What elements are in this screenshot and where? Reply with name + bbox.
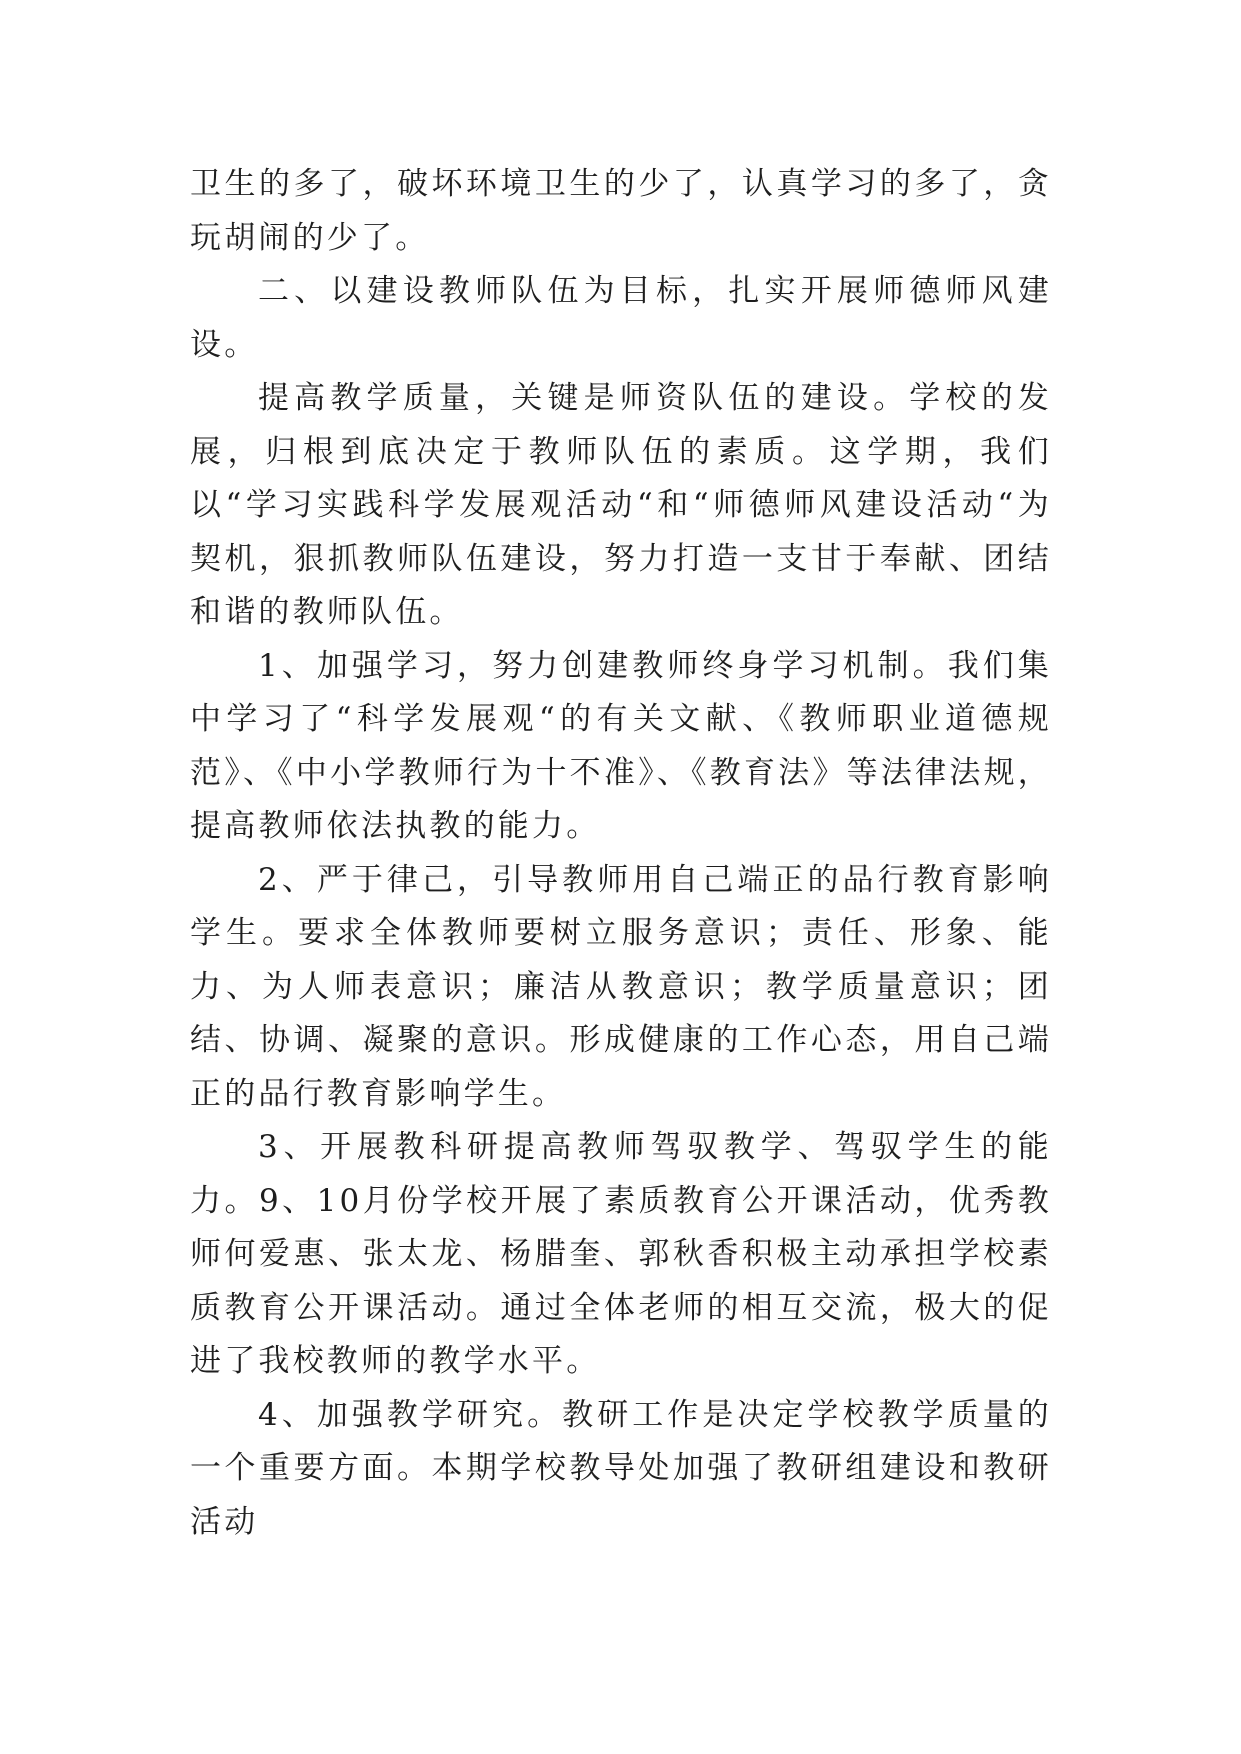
paragraph-item-2: 2、严于律己，引导教师用自己端正的品行教育影响学生。要求全体教师要树立服务意识；责任、形象、能力、为人师表意识；廉洁从教意识；教学质量意识；团结、协调、凝聚的意识。形成健康的工作心态，用自己端正的品行教育影响学生。 xyxy=(190,861,1052,1112)
document-body xyxy=(190,158,1052,1549)
paragraph-item-4: 4、加强教学研究。教研工作是决定学校教学质量的一个重要方面。本期学校教导处加强了教研组建设和教研活动 xyxy=(190,1396,1052,1540)
paragraph-continuation: 卫生的多了，破坏环境卫生的少了，认真学习的多了，贪玩胡闹的少了。 xyxy=(190,166,1052,256)
paragraph-item-1: 1、加强学习，努力创建教师终身学习机制。我们集中学习了“科学发展观“的有关文献、《教师职业道德规范》、《中小学教师行为十不准》、《教育法》等法律法规，提高教师依法执教的能力。 xyxy=(190,647,1052,844)
paragraph-item-3: 3、开展教科研提高教师驾驭教学、驾驭学生的能力。9、10月份学校开展了素质教育公开课活动，优秀教师何爱惠、张太龙、杨腊奎、郭秋香积极主动承担学校素质教育公开课活动。通过全体老师的相互交流，极大的促进了我校教师的教学水平。 xyxy=(190,1129,1052,1379)
section-heading: 二、以建设教师队伍为目标，扎实开展师德师风建设。 xyxy=(190,273,1052,363)
paragraph: 提高教学质量，关键是师资队伍的建设。学校的发展，归根到底决定于教师队伍的素质。这学期，我们以“学习实践科学发展观活动“和“师德师风建设活动“为契机，狠抓教师队伍建设，努力打造一支甘于奉献、团结和谐的教师队伍。 xyxy=(190,380,1052,630)
